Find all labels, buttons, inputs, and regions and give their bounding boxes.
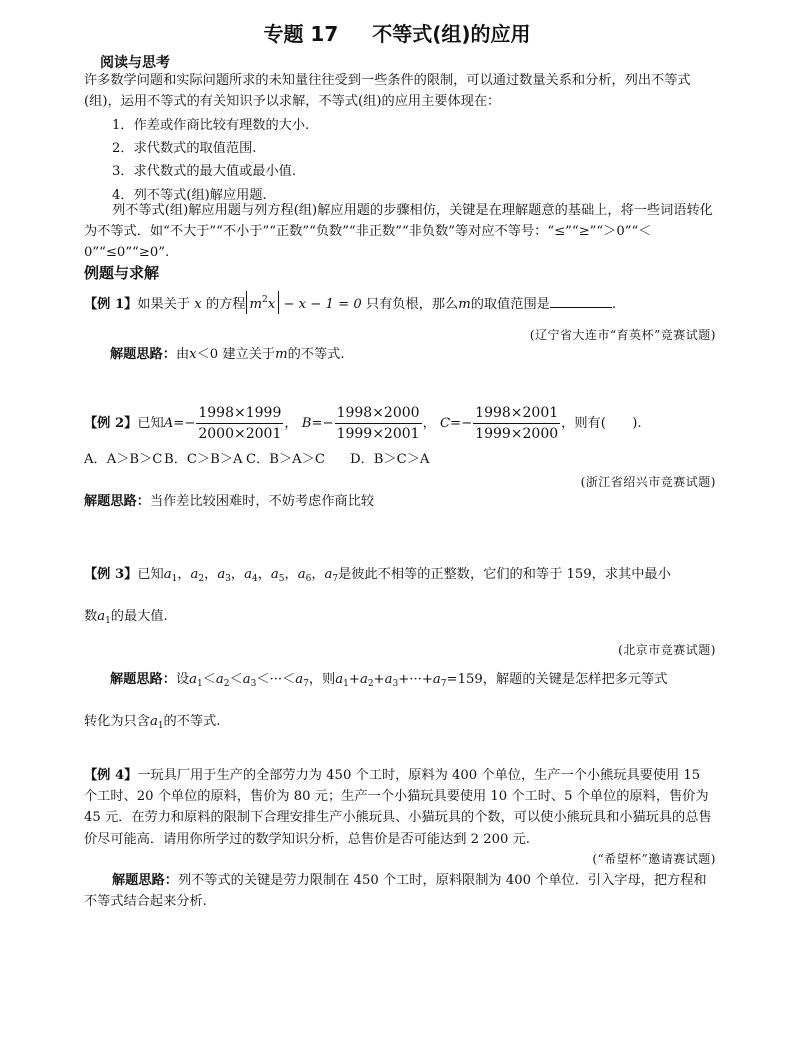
- example-4-hint: 解题思路：列不等式的关键是劳力限制在 450 个工时，原料限制为 400 个单位．引入字母，把方程和不等式结合起来分析.: [84, 873, 707, 909]
- example-2-hint: 解题思路：当作差比较困难时，不妨考虑作商比较: [84, 494, 375, 509]
- reading-list: [112, 114, 309, 207]
- example-3-question-line-2: 数$a_1$的最大值.: [84, 609, 168, 626]
- example-2-label: 【例 2】: [84, 416, 138, 431]
- example-3-label: 【例 3】: [84, 567, 138, 582]
- hint-label: 解题思路：: [110, 672, 176, 687]
- hint-label: 解题思路：: [112, 873, 178, 888]
- list-item: 2．求代数式的取值范围.: [112, 141, 257, 157]
- answer-blank: [550, 295, 612, 308]
- example-4-source: (“希望杯”邀请赛试题): [592, 852, 716, 866]
- title-topic-name: 不等式(组)的应用: [372, 22, 531, 46]
- option-c: C．B＞A＞C: [246, 452, 325, 467]
- example-3-source: (北京市竞赛试题): [618, 643, 716, 657]
- fraction-b: $\frac{1998\times 2000}{1999\times 2001}$: [336, 405, 420, 442]
- reading-para-2: 列不等式(组)解应用题与列方程(组)解应用题的步骤相仿，关键是在理解题意的基础上，将一些词语转化为不等式．如“不大于”“不小于”“正数”“负数”“非正数”“非负数”等对应不等号：“≤”“≥”“＞0”“＜0”“≤0”“≥0”.: [84, 203, 713, 260]
- example-3-hint-line-2: 转化为只含$a_1$的不等式.: [84, 714, 221, 731]
- example-1-question: 【例 1】如果关于 x 的方程 $m^2x - x - 1 = 0$ 只有负根，那么m的取值范围是 .: [84, 291, 616, 315]
- hint-label: 解题思路：: [110, 347, 176, 362]
- list-item: 4．列不等式(组)解应用题.: [112, 187, 267, 203]
- fraction-a: $\frac{1998\times 1999}{2000\times 2001}$: [198, 405, 282, 442]
- list-item: 1．作差或作商比较有理数的大小.: [112, 118, 310, 133]
- example-1-source: (辽宁省大连市“育英杯”竞赛试题): [529, 328, 716, 342]
- example-2-source: (浙江省绍兴市竞赛试题): [580, 475, 716, 489]
- equation-rest: − x − 1 = 0: [279, 297, 362, 312]
- option-d: D．B＞C＞A: [350, 452, 430, 467]
- option-b: B．C＞B＞A: [164, 452, 243, 467]
- example-2-options: [84, 450, 429, 470]
- example-4-question: 【例 4】一玩具厂用于生产的全部劳力为 450 个工时，原料为 400 个单位，生产一个小熊玩具要使用 15 个工时、20 个单位的原料，售价为 80 元；生产一个小猫玩具要使用 10 个工时、5 个单位的原料，售价为 45 元．在劳力和原料的限制下合理安排生产小熊玩具、小猫玩具的个数，可以使小熊玩具和小猫玩具的总售价尽可能高．请用你所学过的数学知识分析，总售价是否可能达到 2 200 元.: [84, 768, 712, 847]
- option-a: A．A＞B＞C: [84, 452, 163, 467]
- list-item: 3．求代数式的最大值或最小值.: [112, 164, 297, 180]
- reading-heading: 阅读与思考: [100, 55, 170, 71]
- example-1-hint: 解题思路：由x＜0 建立关于m的不等式.: [110, 347, 345, 362]
- example-1-label: 【例 1】: [84, 297, 138, 312]
- hint-label: 解题思路：: [84, 494, 150, 509]
- example-4-label: 【例 4】: [84, 768, 138, 783]
- fraction-c: $\frac{1998\times 2001}{1999\times 2000}$: [475, 405, 559, 442]
- reading-intro: 许多数学问题和实际问题所求的未知量往往受到一些条件的限制，可以通过数量关系和分析，列出不等式(组)，运用不等式的有关知识予以求解，不等式(组)的应用主要体现在：: [84, 73, 691, 109]
- example-3-question: 【例 3】已知$a_1$，$a_2$，$a_3$，$a_4$，$a_5$，$a_6$，$a_7$是彼此不相等的正整数，它们的和等于 159，求其中最小: [84, 567, 671, 584]
- examples-heading: 例题与求解: [84, 264, 160, 282]
- absolute-value-expression: $m^2x$: [246, 291, 280, 314]
- example-2-question: 【例 2】已知A=− $\frac{1998\times 1999}{2000\times 2001}$ ， B=− $\frac{1998\times 2000}{1999\times 2001}$ ， C=− $\frac{1998\times 2001}{1999\times 2000}$ ，则有( ).: [84, 405, 642, 442]
- page-title: [0, 18, 794, 47]
- example-3-hint: 解题思路：设$a_1<a_2<a_3<\cdot\cdot\cdot<a_7$，则$a_1+a_2+a_3+\cdot\cdot\cdot+a_7=159$，解题的关键是怎样把多元等式: [110, 672, 668, 689]
- title-topic-number: 专题 17: [263, 22, 339, 46]
